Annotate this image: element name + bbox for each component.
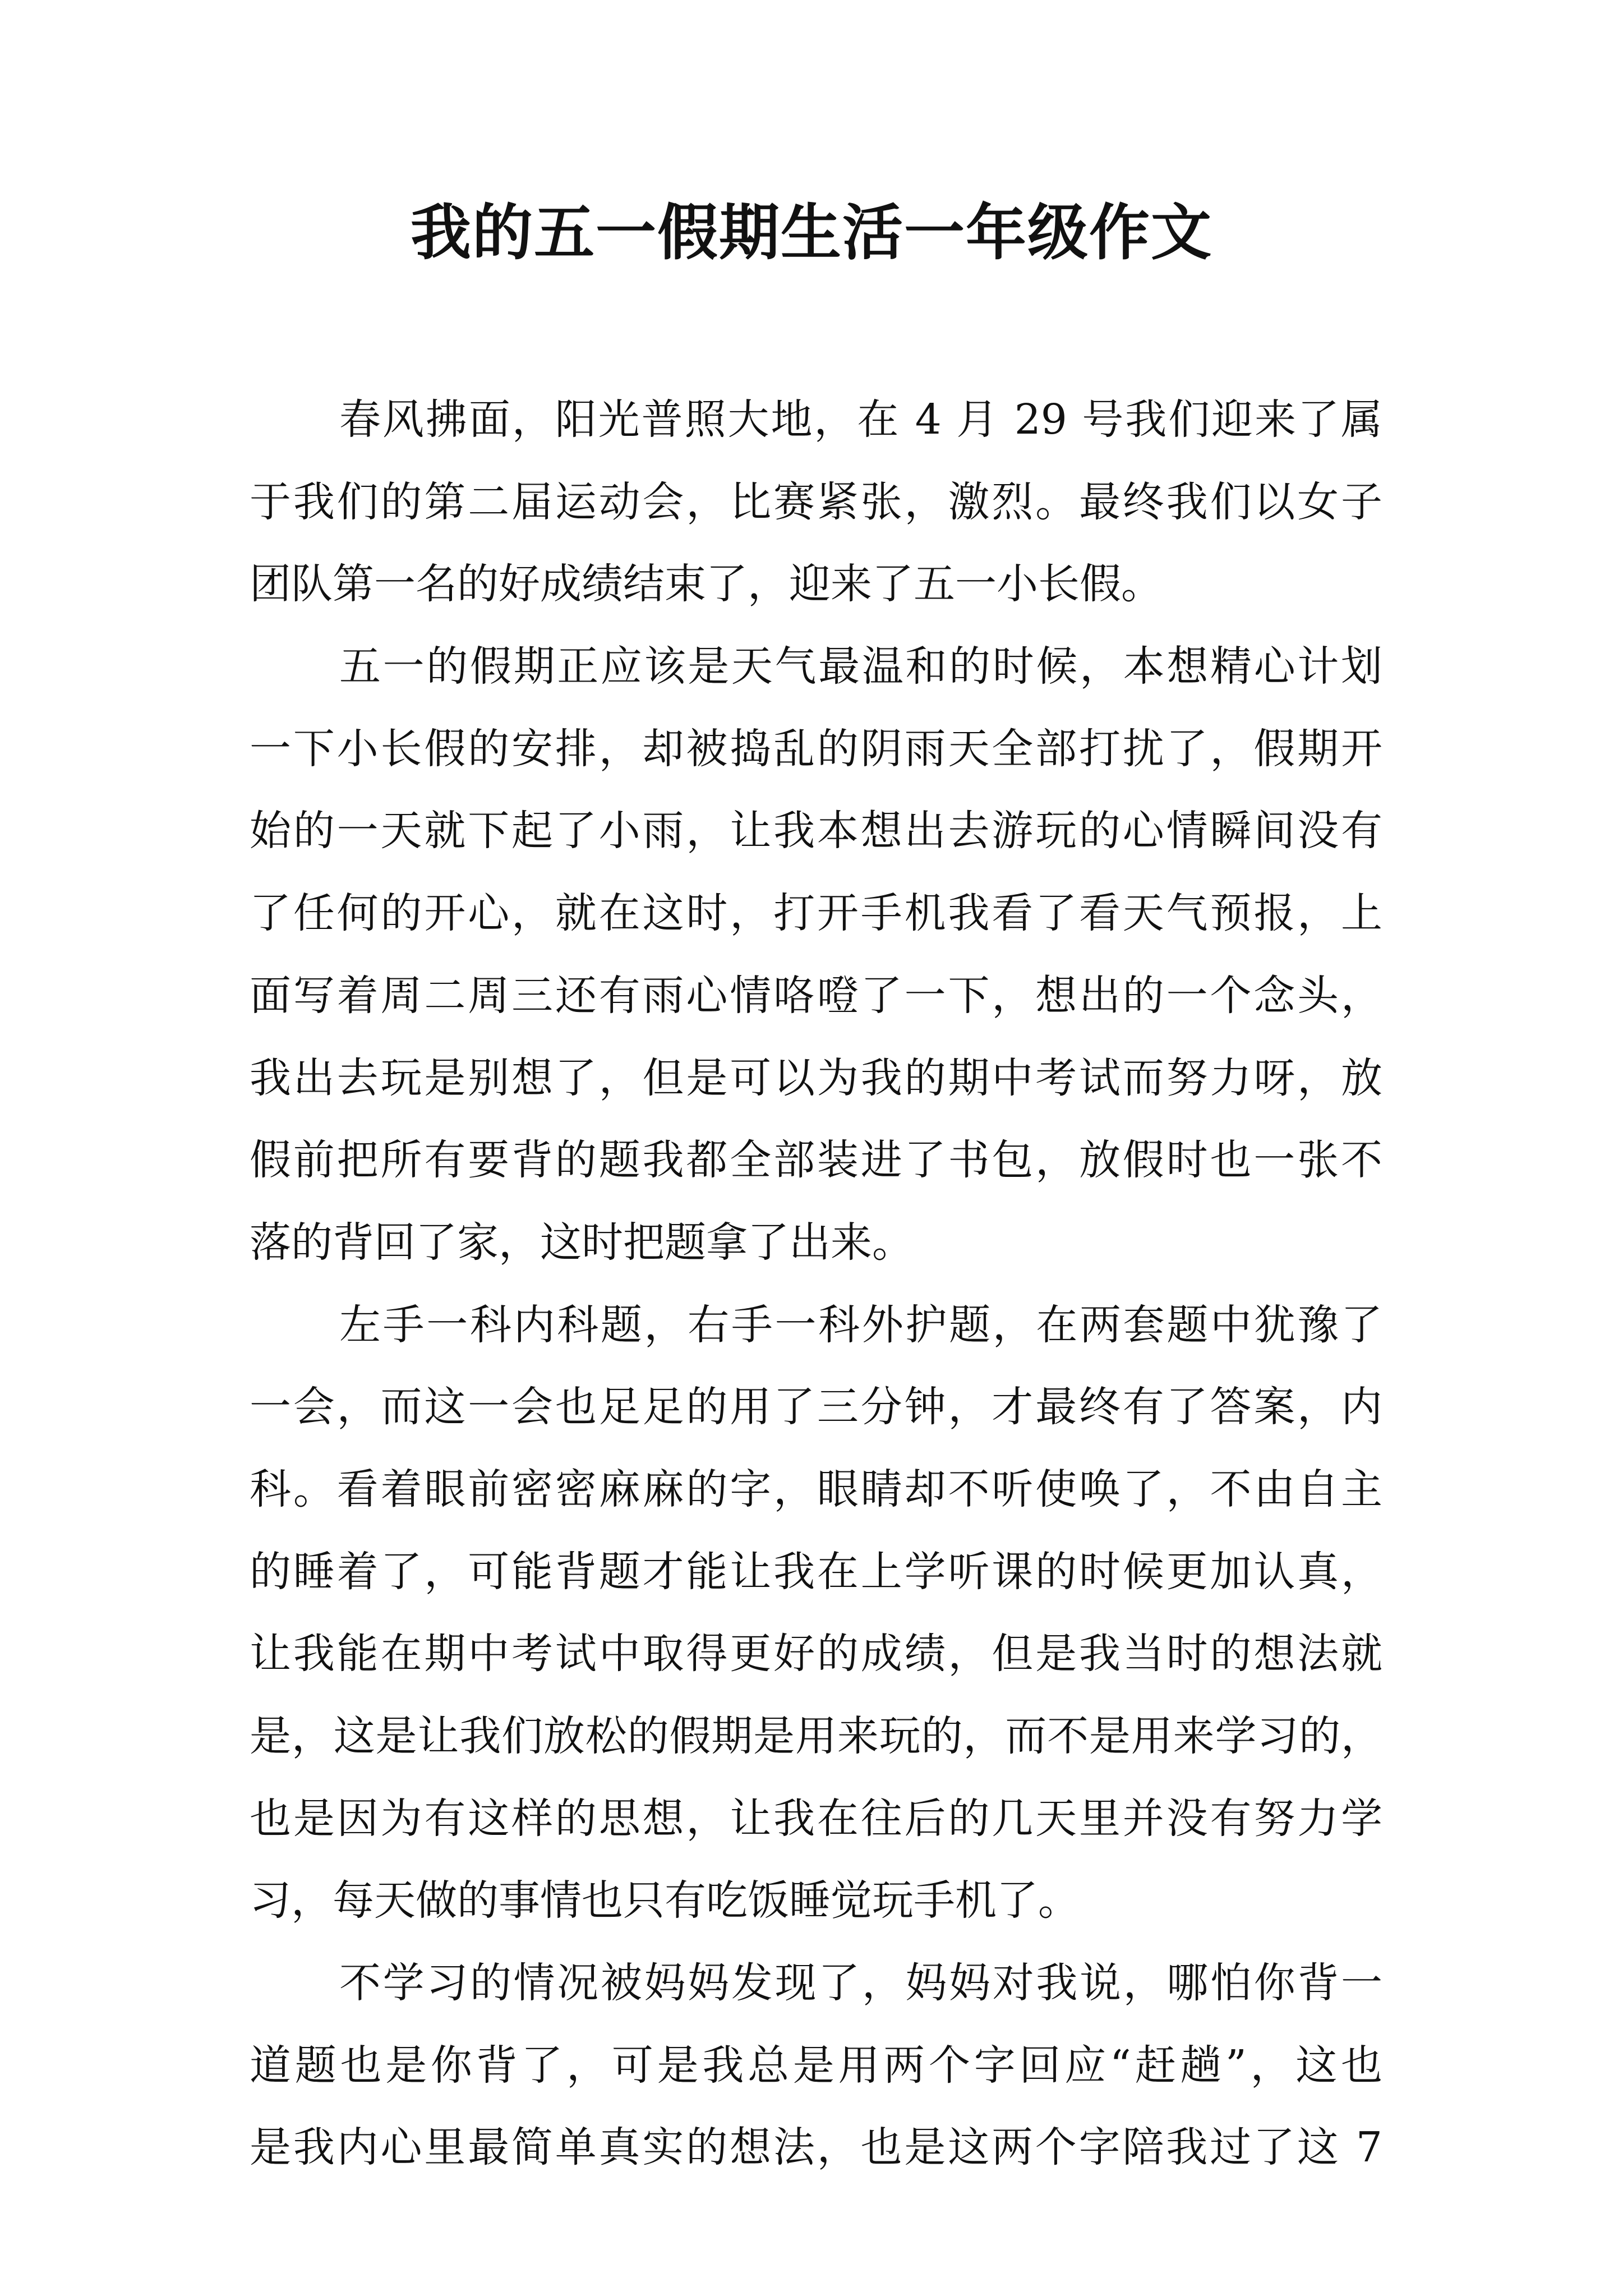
text-line: 了任何的开心，就在这时，打开手机我看了看天气预报，上	[250, 889, 1382, 938]
text-line: 科。看着眼前密密麻麻的字，眼睛却不听使唤了，不由自主	[250, 1465, 1382, 1513]
text-line: 始的一天就下起了小雨，让我本想出去游玩的心情瞬间没有	[250, 807, 1382, 855]
text-line: 是，这是让我们放松的假期是用来玩的，而不是用来学习的，	[250, 1712, 1382, 1760]
text-line: 是我内心里最简单真实的想法，也是这两个字陪我过了这 7	[250, 2123, 1382, 2172]
document-body	[250, 379, 1382, 2189]
text-line: 习，每天做的事情也只有吃饭睡觉玩手机了。	[250, 1876, 1080, 1925]
text-line: 假前把所有要背的题我都全部装进了书包，放假时也一张不	[250, 1136, 1382, 1185]
text-line: 也是因为有这样的思想，让我在往后的几天里并没有努力学	[250, 1794, 1382, 1843]
document-title: 我的五一假期生活一年级作文	[410, 197, 1212, 268]
text-line: 不学习的情况被妈妈发现了，妈妈对我说，哪怕你背一	[339, 1959, 1382, 2008]
text-line: 我出去玩是别想了，但是可以为我的期中考试而努力呀，放	[250, 1053, 1382, 1102]
text-line: 让我能在期中考试中取得更好的成绩，但是我当时的想法就	[250, 1630, 1382, 1678]
text-line: 于我们的第二届运动会，比赛紧张，激烈。最终我们以女子	[250, 477, 1382, 526]
text-line: 面写着周二周三还有雨心情咯噔了一下，想出的一个念头，	[250, 971, 1382, 1020]
text-line: 五一的假期正应该是天气最温和的时候，本想精心计划	[339, 642, 1382, 691]
text-line: 一下小长假的安排，却被捣乱的阴雨天全部打扰了，假期开	[250, 724, 1382, 773]
text-line: 一会，而这一会也足足的用了三分钟，才最终有了答案，内	[250, 1383, 1382, 1432]
text-line: 的睡着了，可能背题才能让我在上学听课的时候更加认真，	[250, 1547, 1382, 1596]
text-line: 道题也是你背了，可是我总是用两个字回应“赶趟”，这也	[250, 2041, 1382, 2090]
text-line: 团队第一名的好成绩结束了，迎来了五一小长假。	[250, 560, 1163, 609]
text-line: 落的背回了家，这时把题拿了出来。	[250, 1218, 914, 1267]
text-line: 春风拂面，阳光普照大地，在 4 月 29 号我们迎来了属	[339, 395, 1382, 444]
text-line: 左手一科内科题，右手一科外护题，在两套题中犹豫了	[339, 1300, 1382, 1349]
